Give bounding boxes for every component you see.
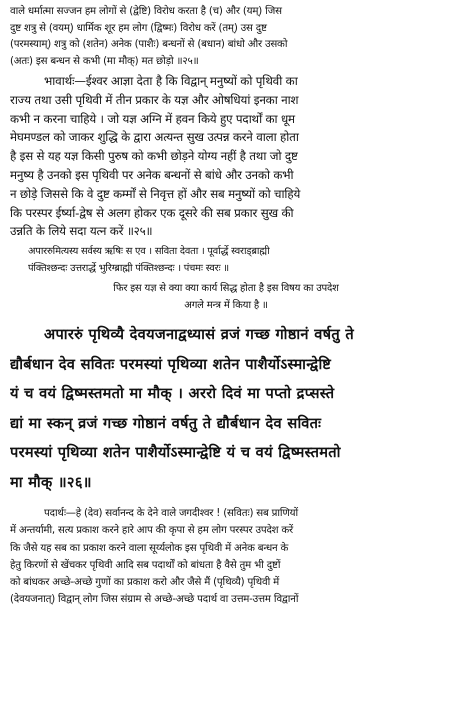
mantra-line: द्यौर्बधान देव सवितः परमस्यां पृथिव्या शतेन पाशैर्योऽस्मान्द्वेष्टि xyxy=(10,355,332,373)
text-line: कि जैसे यह सब का प्रकाश करने वाला सूर्य्यलोक इस पृथिवी में अनेक बन्धन के xyxy=(10,542,289,554)
padartha-paragraph xyxy=(10,505,442,608)
text-line: मेघमण्डल को जाकर शुद्धि के द्वारा अत्यन्त सुख उत्पन्न करने वाला होता xyxy=(10,130,299,145)
mantra-line: अपाररुं पृथिव्यै देवयजनाद्वध्यासं व्रजं गच्छ गोष्ठानं वर्षतु ते xyxy=(44,326,354,344)
text-line: अगले मन्त्र में किया है ॥ xyxy=(184,300,268,312)
text-line: फिर इस यज्ञ से क्या क्या कार्य सिद्ध होता है इस विषय का उपदेश xyxy=(113,283,339,295)
text-line: वाले धर्मात्मा सज्जन हम लोगों से (द्वेष्टि) विरोध करता है (च) और (यम्) जिस xyxy=(10,6,282,17)
text-line: (अतः) इस बन्धन से कभी (मा मौक्) मत छोड़ो ॥२५॥ xyxy=(10,55,199,67)
text-line: दुष्ट शत्रु से (वयम्) धार्मिक शूर हम लोग (द्विष्मः) विरोध करें (तम्) उस दुष्ट xyxy=(10,22,267,34)
mantra-line: द्यां मा स्कन् व्रजं गच्छ गोष्ठानं वर्षतु ते द्यौर्बधान देव सवितः xyxy=(10,414,322,432)
text-line: मनुष्य है उनको इस पृथिवी पर अनेक बन्धनों से बांधे और उनको कभी xyxy=(10,167,294,182)
bhavartha-paragraph xyxy=(10,72,442,241)
text-line: में अन्तर्यामी, सत्य प्रकाश करने हारे आप की कृपा से हम लोग परस्पर उपदेश करें xyxy=(10,525,294,537)
text-line: है इस से यह यज्ञ किसी पुरुष को कभी छोड़ने योग्य नहीं है तथा जो दुष्ट xyxy=(10,149,298,164)
rishi-devata-chhanda-note xyxy=(10,243,442,277)
topic-introduction xyxy=(10,280,442,314)
mantra-line: मा मौक् ॥२६॥ xyxy=(10,473,92,491)
mantra-line: यं च वयं द्विष्मस्तमतो मा मौक् । अररो दिवं मा पप्तो द्रप्सस्ते xyxy=(10,385,335,403)
text-line: न छोड़े जिससे कि वे दुष्ट कर्म्मों से निवृत्त हों और सब मनुष्यों को चाहिये xyxy=(10,186,301,201)
mantra-line: परमस्यां पृथिव्या शतेन पाशैर्योऽस्मान्द्वेष्टि यं च वयं द्विष्मस्तमतो xyxy=(10,444,341,462)
text-line: कि परस्पर ईर्ष्या-द्वेष से अलग होकर एक दूसरे की सब प्रकार सुख की xyxy=(10,205,294,220)
text-line: हेतु किरणों से खेंचकर पृथिवी आदि सब पदार्थों को बांधता है वैसे तुम भी दुष्टों xyxy=(10,559,281,571)
text-line: उन्नति के लिये सदा यत्न करें ॥२५॥ xyxy=(10,224,153,239)
text-line: को बांधकर अच्छे-अच्छे गुणों का प्रकाश करो और जैसे मैं (पृथिव्यै) पृथिवी में xyxy=(10,576,280,588)
text-line: पदार्थः—हे (देव) सर्वानन्द के देने वाले जगदीश्वर ! (सवितः) सब प्राणियों xyxy=(44,508,298,520)
text-line: (परमस्याम्) शत्रु को (शतेन) अनेक (पाशैः) बन्धनों से (बधान) बांधो और उसको xyxy=(10,39,288,50)
text-line: (देवयजनात्) विद्वान् लोग जिस संग्राम से अच्छे-अच्छे पदार्थ वा उत्तम-उत्तम विद्वानों xyxy=(10,594,299,606)
text-line: कभी न करना चाहिये । जो यज्ञ अग्नि में हवन किये हुए पदार्थों का धूम xyxy=(10,111,295,126)
padartha-continuation-paragraph xyxy=(10,4,442,70)
text-line: राज्य तथा उसी पृथिवी में तीन प्रकार के यज्ञ और ओषधियां इनका नाश xyxy=(10,92,299,107)
text-line: भावार्थः—ईश्वर आज्ञा देता है कि विद्वान् मनुष्यों को पृथिवी का xyxy=(44,74,298,88)
text-line: अपाररुमित्यस्य सर्वस्य ऋषिः स एव । सविता देवता । पूर्वार्द्धे स्वराड्ब्राह्मी xyxy=(28,246,270,258)
text-line: पंक्तिश्छन्दः उत्तरार्द्धे भुरिग्ब्राह्मी पंक्तिश्छन्दः । पंचमः स्वरः ॥ xyxy=(28,263,229,275)
sanskrit-mantra-block xyxy=(10,320,442,497)
